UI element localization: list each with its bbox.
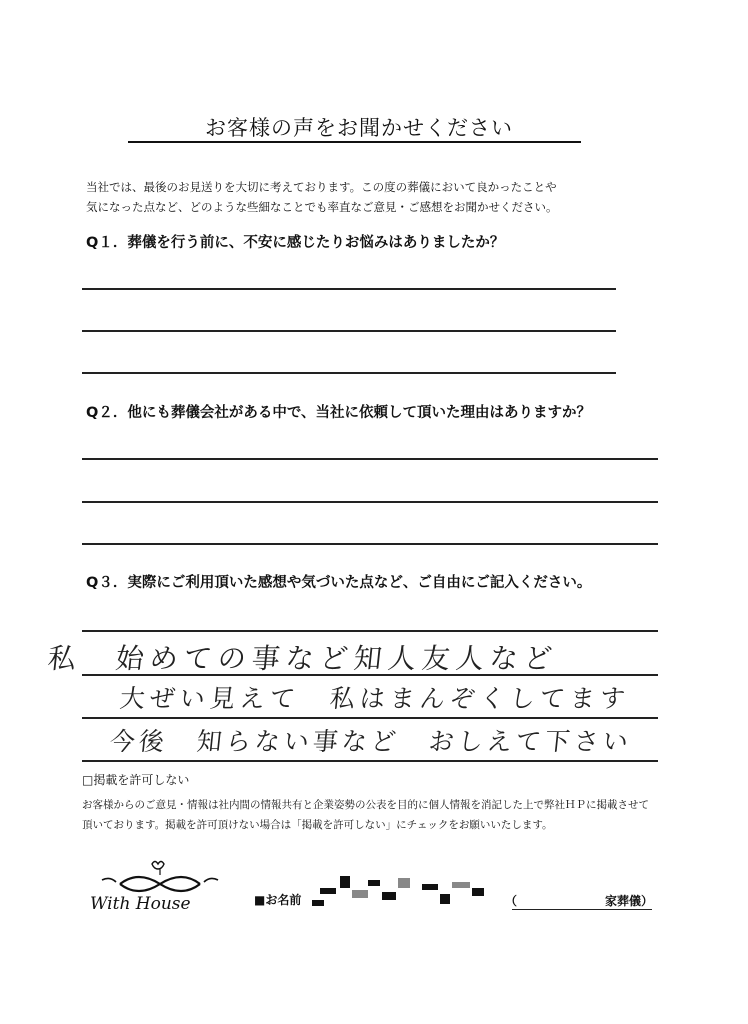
funeral-open-paren: （ <box>505 894 518 908</box>
handwritten-answer-line-2: 大ぜい見えて 私はまんぞくしてます <box>118 684 632 713</box>
funeral-underline <box>512 909 652 910</box>
answer-line <box>82 372 616 374</box>
title-underline <box>128 141 581 143</box>
name-label: ■お名前 <box>254 893 302 907</box>
redacted-name <box>312 870 502 914</box>
answer-line <box>82 458 658 460</box>
answer-line <box>82 330 616 332</box>
privacy-note <box>82 795 732 835</box>
intro-line-1: 当社では、最後のお見送りを大切に考えております。この度の葬儀において良かったことや <box>86 180 557 194</box>
answer-line <box>82 501 658 503</box>
answer-line <box>82 717 658 719</box>
answer-line <box>82 760 658 762</box>
answer-line <box>82 630 658 632</box>
no-publish-checkbox-label[interactable]: □掲載を許可しない <box>82 773 190 787</box>
page-title: お客様の声をお聞かせください <box>205 116 513 140</box>
funeral-suffix: 家葬儀） <box>605 894 654 908</box>
question-3: Q３．実際にご利用頂いた感想や気づいた点など、ご自由にご記入ください。 <box>86 575 592 591</box>
question-1: Q１．葬儀を行う前に、不安に感じたりお悩みはありましたか？ <box>86 235 505 251</box>
handwritten-answer-line-3: 今後 知らない事など おしえて下さい <box>108 727 634 756</box>
answer-line <box>82 288 616 290</box>
intro-line-2: 気になった点など、どのような些細なことでも率直なご意見・ご感想をお聞かせください。 <box>86 200 558 214</box>
question-2: Q２．他にも葬儀会社がある中で、当社に依頼して頂いた理由はありますか？ <box>86 405 592 421</box>
handwritten-answer-line-1: 私 始めての事など知人友人など <box>46 642 560 675</box>
privacy-note-line-2: 頂いております。掲載を許可頂けない場合は「掲載を許可しない」にチェックをお願いいたします。 <box>82 819 553 831</box>
logo-text: With House <box>90 894 191 914</box>
privacy-note-line-1: お客様からのご意見・情報は社内間の情報共有と企業姿勢の公表を目的に個人情報を消記した上で弊社ＨＰに掲載させて <box>82 799 649 811</box>
intro-text <box>86 177 686 217</box>
answer-line <box>82 543 658 545</box>
company-logo <box>90 858 230 920</box>
